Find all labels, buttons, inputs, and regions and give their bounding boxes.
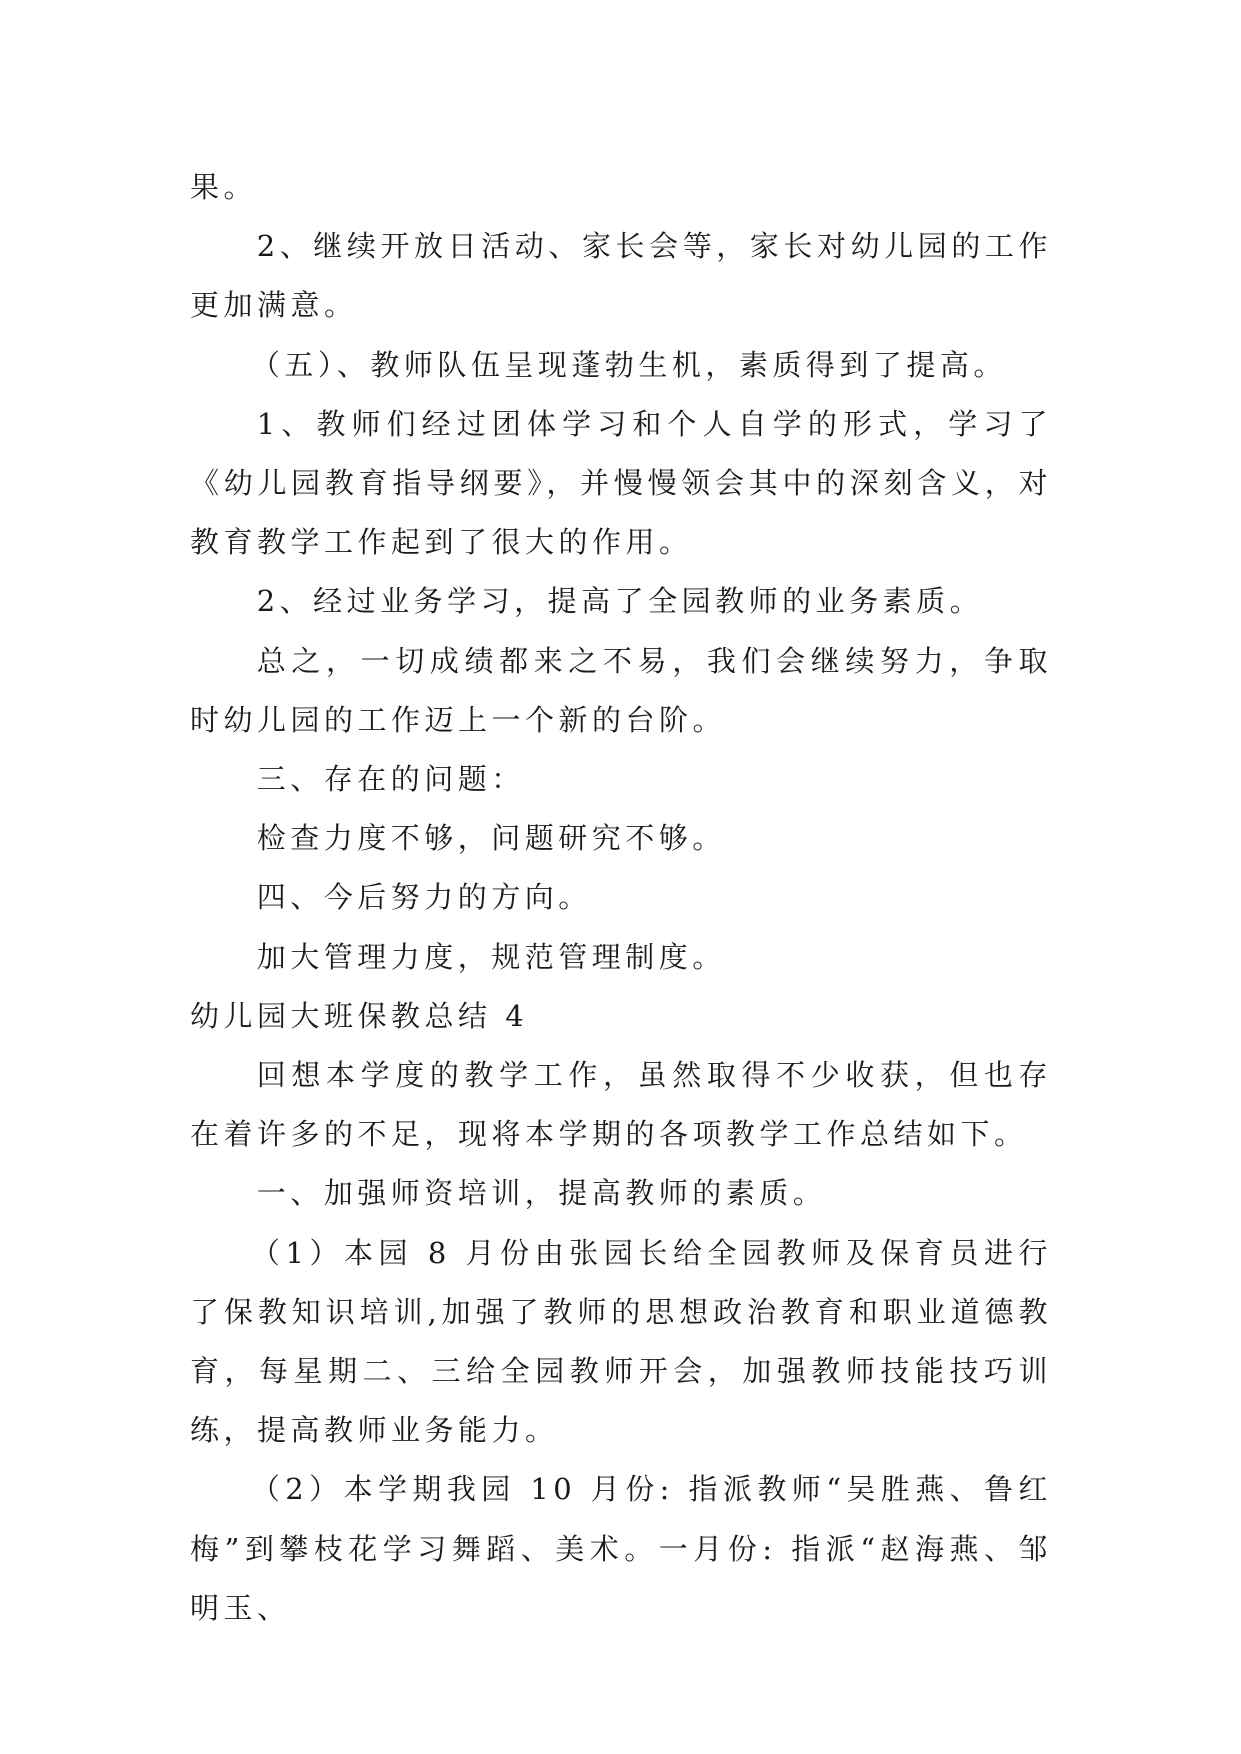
paragraph-item-2-open-day: 2、继续开放日活动、家长会等，家长对幼儿园的工作更加满意。 (190, 229, 1052, 323)
section-heading-direction: 四、今后努力的方向。 (256, 880, 592, 915)
paragraph-continuation: 果。 (190, 170, 258, 204)
paragraph-intro: 回想本学度的教学工作，虽然取得不少收获，但也存在着许多的不足，现将本学期的各项教学工作总结如下。 (190, 1058, 1052, 1152)
section-heading-teachers: （五）、教师队伍呈现蓬勃生机，素质得到了提高。 (250, 347, 1007, 382)
paragraph-problems: 检查力度不够，问题研究不够。 (256, 821, 726, 856)
paragraph-training-1: （1）本园 8 月份由张园长给全园教师及保育员进行了保教知识培训,加强了教师的思想政治教育和职业道德教育，每星期二、三给全园教师开会，加强教师技能技巧训练，提高教师业务能力。 (190, 1235, 1052, 1448)
section-heading-problems: 三、存在的问题： (256, 762, 525, 797)
paragraph-summary: 总之，一切成绩都来之不易，我们会继续努力，争取时幼儿园的工作迈上一个新的台阶。 (190, 643, 1052, 737)
document-body (190, 158, 1052, 1638)
paragraph-direction: 加大管理力度，规范管理制度。 (256, 939, 726, 974)
paragraph-training-2: （2）本学期我园 10 月份: 指派教师“吴胜燕、鲁红梅”到攀枝花学习舞蹈、美术。一月份: 指派“赵海燕、邹明玉、 (190, 1472, 1052, 1625)
paragraph-item-2-business-study: 2、经过业务学习，提高了全园教师的业务素质。 (256, 584, 984, 619)
document-section-title: 幼儿园大班保教总结 4 (190, 998, 529, 1033)
paragraph-item-1-study: 1、教师们经过团体学习和个人自学的形式，学习了《幼儿园教育指导纲要》，并慢慢领会其中的深刻含义，对教育教学工作起到了很大的作用。 (190, 406, 1052, 560)
section-heading-training: 一、加强师资培训，提高教师的素质。 (256, 1176, 827, 1211)
